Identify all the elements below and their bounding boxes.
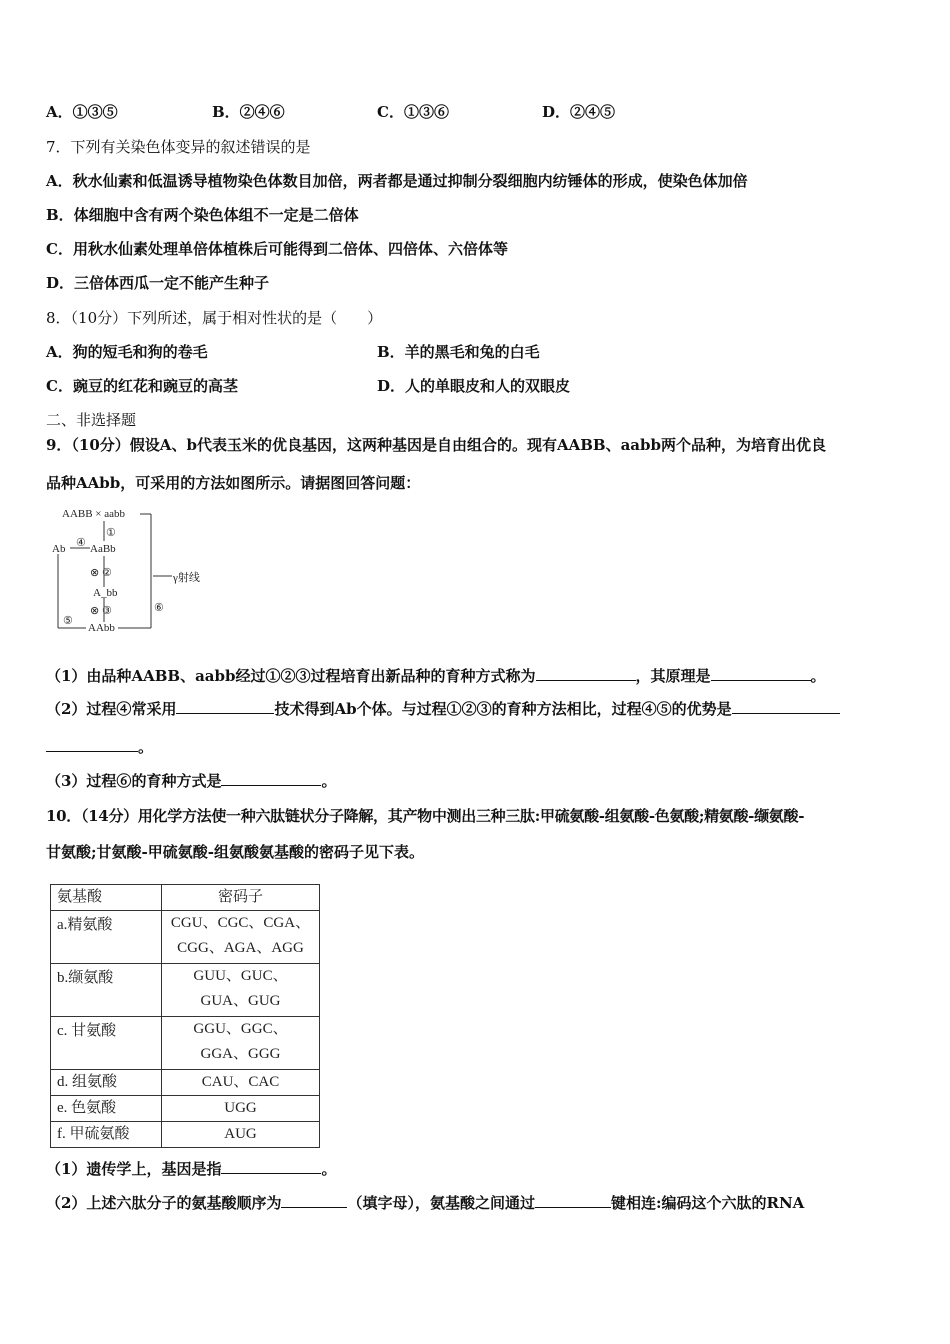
codon-cell: AUG <box>162 1122 320 1148</box>
q10-stem-line1: 10．（14分）用化学方法使一种六肽链状分子降解，其产物中测出三种三肽:甲硫氨酸-组氨酸-色氨酸;精氨酸-缬氨酸- <box>46 807 805 825</box>
diagram-ab: Ab <box>52 543 66 555</box>
q6-option-b: B．②④⑥ <box>212 103 285 121</box>
codon-line: CGU、CGC、CGA、 <box>170 915 311 931</box>
q10-stem-line2: 甘氨酸;甘氨酸-甲硫氨酸-组氨酸氨基酸的密码子见下表。 <box>46 843 424 861</box>
codon-cell <box>162 964 320 1017</box>
q9-part3-blank[interactable] <box>221 771 321 786</box>
q6-option-a: A．①③⑤ <box>46 103 118 121</box>
codon-line: GGA、GGG <box>200 1046 281 1062</box>
q9-stem-line1: 9．（10分）假设A、b代表玉米的优良基因，这两种基因是自由组合的。现有AABB、aabb两个品种，为培育出优良 <box>46 436 826 454</box>
table-row <box>51 1096 320 1122</box>
q10-part2-text-c: 键相连:编码这个六肽的RNA <box>610 1194 805 1212</box>
q9-stem-line2: 品种AAbb，可采用的方法如图所示。请据图回答问题： <box>46 474 421 492</box>
amino-acid-cell: f. 甲硫氨酸 <box>51 1122 162 1148</box>
amino-acid-cell: a.精氨酸 <box>51 911 162 964</box>
table-row <box>51 1122 320 1148</box>
codon-line: GGU、GGC、 <box>193 1021 288 1037</box>
diagram-step-6: ⑥ <box>154 602 164 614</box>
q9-part2-text-c: 。 <box>138 738 154 756</box>
diagram-step-4: ④ <box>76 537 86 549</box>
diagram-aabb: AAbb <box>88 622 115 634</box>
table-row <box>51 1017 320 1070</box>
q8-option-c: C．豌豆的红花和豌豆的高茎 <box>46 377 238 395</box>
diagram-step-5: ⑤ <box>63 615 73 627</box>
diagram-f1: AaBb <box>90 543 116 555</box>
q7-option-b: B．体细胞中含有两个染色体组不一定是二倍体 <box>46 206 359 224</box>
q9-part1-blank-2[interactable] <box>711 666 811 681</box>
codon-line: CGG、AGA、AGG <box>177 940 304 956</box>
q10-part2-text-a: （2）上述六肽分子的氨基酸顺序为 <box>46 1194 282 1212</box>
q9-part2-blank-2-cont[interactable] <box>46 737 138 752</box>
q6-option-d: D．②④⑤ <box>542 103 616 121</box>
q9-part1-text-a: （1）由品种AABB、aabb经过①②③过程培育出新品种的育种方式称为 <box>46 667 536 685</box>
codon-cell: UGG <box>162 1096 320 1122</box>
q8-stem: 8．（10分）下列所述，属于相对性状的是（ ） <box>46 309 383 327</box>
q8-option-a: A．狗的短毛和狗的卷毛 <box>46 343 208 361</box>
codon-table <box>50 884 320 1148</box>
table-row <box>51 911 320 964</box>
codon-cell: CAU、CAC <box>162 1070 320 1096</box>
diagram-step-3: ⊗ ③ <box>90 605 112 617</box>
diagram-step-1: ① <box>106 527 116 539</box>
q10-part2-blank-1[interactable] <box>281 1193 347 1208</box>
q9-part3 <box>46 771 336 791</box>
q10-part2 <box>46 1193 804 1213</box>
codon-cell <box>162 911 320 964</box>
amino-acid-cell: d. 组氨酸 <box>51 1070 162 1096</box>
diagram-a-bb: A_bb <box>93 587 118 599</box>
q7-stem: 7．下列有关染色体变异的叙述错误的是 <box>46 138 311 156</box>
q6-option-c: C．①③⑥ <box>377 103 449 121</box>
q10-part1-blank[interactable] <box>221 1159 321 1174</box>
q9-part1 <box>46 666 826 686</box>
q7-option-c: C．用秋水仙素处理单倍体植株后可能得到二倍体、四倍体、六倍体等 <box>46 240 508 258</box>
q10-part1 <box>46 1159 336 1179</box>
q10-part1-text-b: 。 <box>321 1160 337 1178</box>
q7-option-d: D．三倍体西瓜一定不能产生种子 <box>46 274 270 292</box>
q9-part2-text-a: （2）过程④常采用 <box>46 700 177 718</box>
q9-part2 <box>46 699 840 719</box>
q9-part2-cont <box>46 737 153 757</box>
q9-part1-text-c: 。 <box>810 667 826 685</box>
q9-part2-blank-2[interactable] <box>732 699 840 714</box>
amino-acid-cell: e. 色氨酸 <box>51 1096 162 1122</box>
codon-line: GUA、GUG <box>200 993 281 1009</box>
diagram-step-2: ⊗ ② <box>90 567 112 579</box>
q8-option-b: B．羊的黑毛和兔的白毛 <box>377 343 540 361</box>
q10-part2-blank-2[interactable] <box>535 1193 611 1208</box>
q8-option-d: D．人的单眼皮和人的双眼皮 <box>377 377 571 395</box>
q10-part2-text-b: （填字母），氨基酸之间通过 <box>347 1194 535 1212</box>
q9-part1-blank-1[interactable] <box>536 666 636 681</box>
codon-line: GUU、GUC、 <box>193 968 288 984</box>
q9-part1-text-b: ，其原理是 <box>635 667 711 685</box>
amino-acid-cell: c. 甘氨酸 <box>51 1017 162 1070</box>
diagram-gamma-ray: γ射线 <box>173 572 200 584</box>
diagram-cross: AABB × aabb <box>62 508 126 520</box>
q9-part2-blank-1[interactable] <box>176 699 274 714</box>
q10-part1-text-a: （1）遗传学上，基因是指 <box>46 1160 222 1178</box>
header-amino-acid: 氨基酸 <box>51 885 162 911</box>
codon-table-header <box>51 885 320 911</box>
amino-acid-cell: b.缬氨酸 <box>51 964 162 1017</box>
q7-option-a: A．秋水仙素和低温诱导植物染色体数目加倍，两者都是通过抑制分裂细胞内纺锤体的形成，使染色体加倍 <box>46 172 748 190</box>
table-row <box>51 964 320 1017</box>
q9-part3-text-a: （3）过程⑥的育种方式是 <box>46 772 222 790</box>
header-codon: 密码子 <box>162 885 320 911</box>
q9-part2-text-b: 技术得到Ab个体。与过程①②③的育种方法相比，过程④⑤的优势是 <box>274 700 732 718</box>
section-title: 二、非选择题 <box>46 411 137 429</box>
table-row <box>51 1070 320 1096</box>
codon-cell <box>162 1017 320 1070</box>
q9-part3-text-b: 。 <box>321 772 337 790</box>
